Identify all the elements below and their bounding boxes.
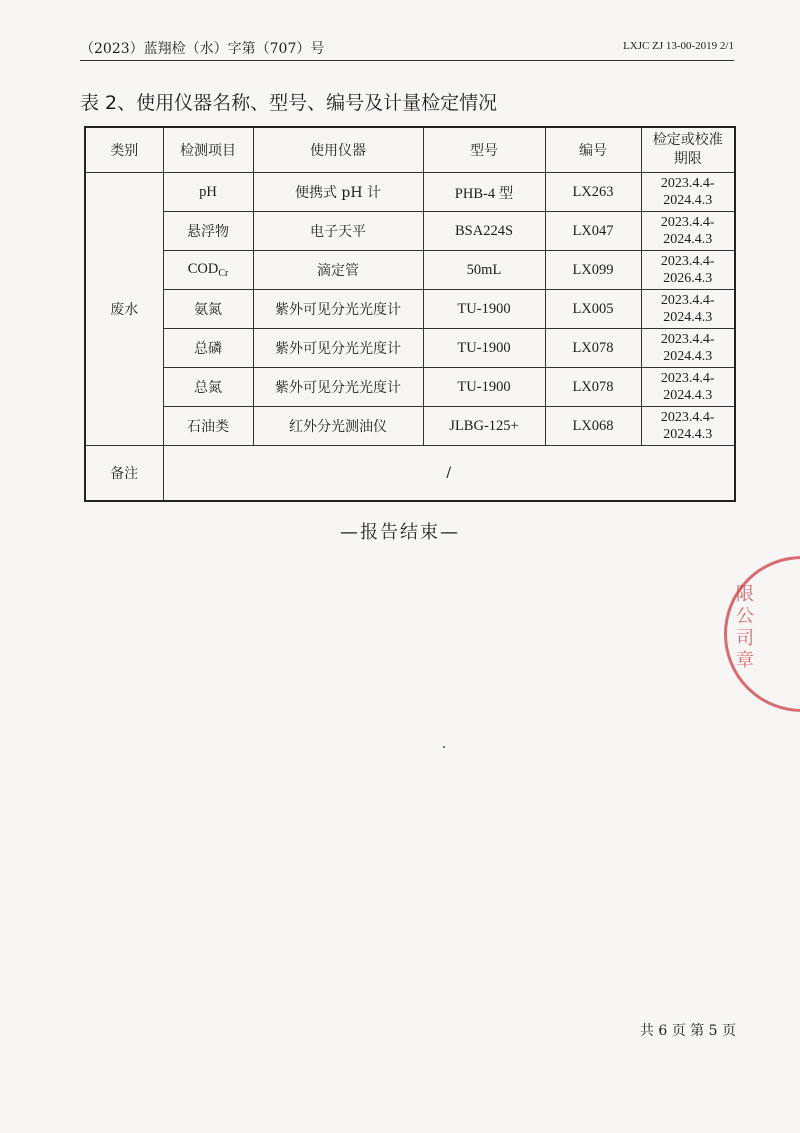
period-end: 2024.4.3: [663, 310, 713, 325]
period-start: 2023.4.4-: [660, 254, 715, 269]
period-cell: [641, 251, 735, 290]
period-cell: [641, 173, 735, 212]
header-period: [641, 127, 735, 173]
model-cell: TU-1900: [423, 368, 545, 407]
period-end: 2024.4.3: [663, 193, 713, 208]
item-cell: 石油类: [163, 407, 253, 446]
scan-speck: [443, 746, 445, 748]
period-end: 2026.4.3: [663, 271, 713, 286]
period-start: 2023.4.4-: [660, 215, 715, 230]
period-cell: [641, 368, 735, 407]
item-name: COD: [187, 261, 219, 277]
form-code: LXJC ZJ 13-00-2019 2/1: [623, 40, 734, 52]
instrument-table: [84, 126, 736, 502]
period-cell: [641, 290, 735, 329]
instrument-cell: 紫外可见分光光度计: [253, 290, 423, 329]
header-period-line1: 检定或校准: [652, 132, 723, 148]
model-cell: TU-1900: [423, 290, 545, 329]
period-start: 2023.4.4-: [660, 410, 715, 425]
period-start: 2023.4.4-: [660, 371, 715, 386]
seal-text: 限公司章: [736, 584, 754, 671]
table-row: [85, 212, 735, 251]
header-model: 型号: [423, 127, 545, 173]
model-cell: BSA224S: [423, 212, 545, 251]
number-cell: LX068: [545, 407, 641, 446]
notes-value: /: [163, 446, 735, 502]
item-subscript: Cr: [218, 268, 229, 279]
instrument-cell: 电子天平: [253, 212, 423, 251]
number-cell: LX005: [545, 290, 641, 329]
period-end: 2024.4.3: [663, 388, 713, 403]
table-row: [85, 251, 735, 290]
number-cell: LX047: [545, 212, 641, 251]
item-cell: 总氮: [163, 368, 253, 407]
period-start: 2023.4.4-: [660, 293, 715, 308]
item-cell: 氨氮: [163, 290, 253, 329]
header-period-line2: 期限: [673, 151, 702, 167]
period-cell: [641, 329, 735, 368]
period-start: 2023.4.4-: [660, 332, 715, 347]
period-cell: [641, 212, 735, 251]
number-cell: LX078: [545, 368, 641, 407]
item-cell: pH: [163, 173, 253, 212]
table-header-row: [85, 127, 735, 173]
period-start: 2023.4.4-: [660, 176, 715, 191]
period-cell: [641, 407, 735, 446]
report-end-marker: —报告结束—: [340, 522, 460, 543]
notes-label: 备注: [85, 446, 163, 502]
notes-row: [85, 446, 735, 502]
header-number: 编号: [545, 127, 641, 173]
report-number: （2023）蓝翔检（水）字第（707）号: [80, 41, 325, 57]
item-cell: [163, 251, 253, 290]
table-row: [85, 173, 735, 212]
instrument-cell: 红外分光测油仪: [253, 407, 423, 446]
table-row: [85, 407, 735, 446]
header-item: 检测项目: [163, 127, 253, 173]
item-cell: 总磷: [163, 329, 253, 368]
item-cell: 悬浮物: [163, 212, 253, 251]
model-cell: 50mL: [423, 251, 545, 290]
page-counter: 共 6 页 第 5 页: [639, 1023, 736, 1039]
instrument-cell: 便携式 pH 计: [253, 173, 423, 212]
instrument-cell: 紫外可见分光光度计: [253, 368, 423, 407]
number-cell: LX099: [545, 251, 641, 290]
table-caption: 表 2、使用仪器名称、型号、编号及计量检定情况: [80, 92, 498, 114]
instrument-cell: 滴定管: [253, 251, 423, 290]
model-cell: TU-1900: [423, 329, 545, 368]
header-category: 类别: [85, 127, 163, 173]
period-end: 2024.4.3: [663, 232, 713, 247]
number-cell: LX078: [545, 329, 641, 368]
header-instrument: 使用仪器: [253, 127, 423, 173]
model-cell: JLBG-125+: [423, 407, 545, 446]
page-header: [80, 34, 734, 61]
number-cell: LX263: [545, 173, 641, 212]
period-end: 2024.4.3: [663, 427, 713, 442]
model-cell: PHB-4 型: [423, 173, 545, 212]
category-cell: 废水: [85, 173, 163, 446]
table-row: [85, 290, 735, 329]
table-row: [85, 368, 735, 407]
period-end: 2024.4.3: [663, 349, 713, 364]
instrument-cell: 紫外可见分光光度计: [253, 329, 423, 368]
table-row: [85, 329, 735, 368]
